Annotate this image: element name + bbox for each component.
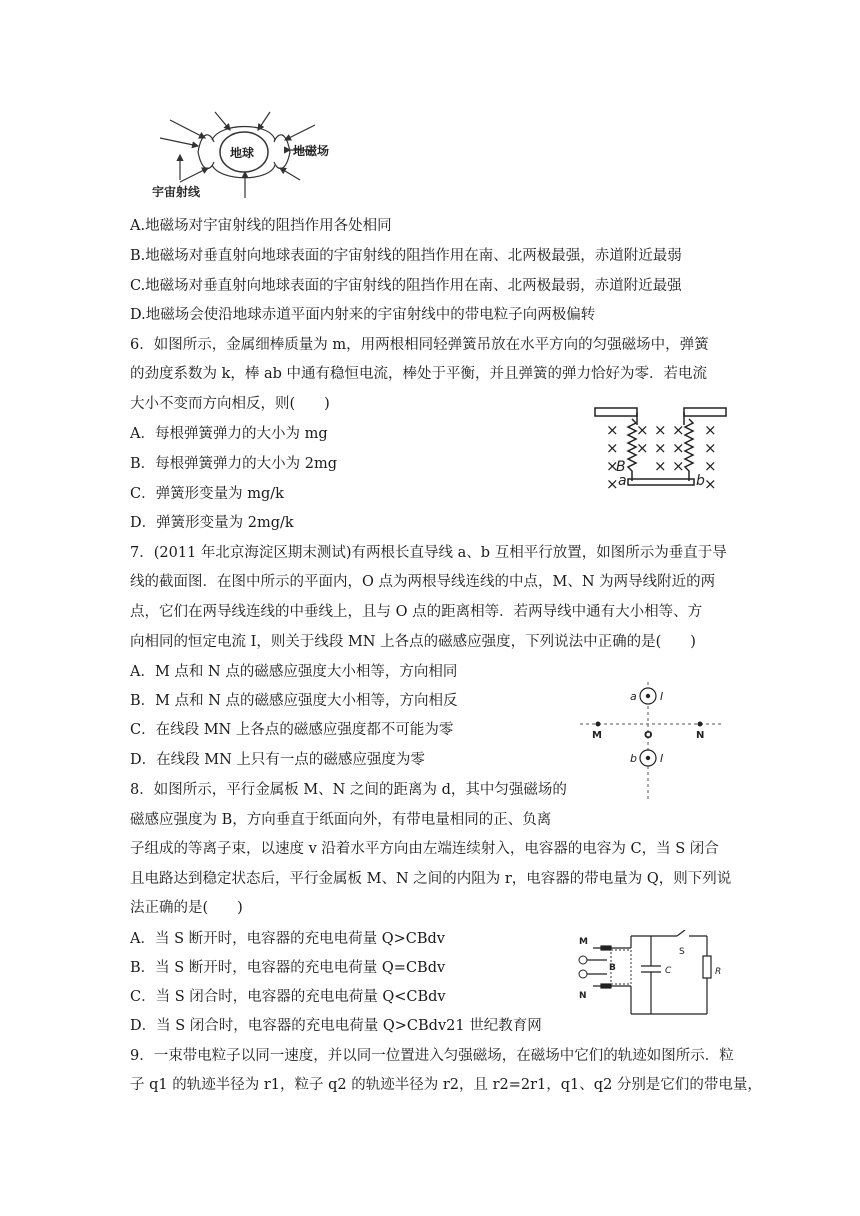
svg-text:×: × — [654, 439, 667, 457]
field-label: 地磁场 — [293, 144, 330, 158]
q7-wire-b-label: b — [630, 752, 637, 765]
q8-stem-line-3: 子组成的等离子束，以速度 v 沿着水平方向由左端连续射入，电容器的电容为 C，当 S 闭合 — [130, 841, 719, 857]
q8-field-b-label: B — [609, 963, 616, 973]
q6-option-d: D．弹簧形变量为 2mg/k — [130, 515, 294, 531]
q5-option-b: B.地磁场对垂直射向地球表面的宇宙射线的阻挡作用在南、北两极最强，赤道附近最弱 — [130, 248, 682, 264]
q7-option-d: D．在线段 MN 上只有一点的磁感应强度为零 — [130, 752, 425, 768]
q6-field-label: B — [616, 459, 626, 475]
q7-wire-a-label: a — [630, 690, 637, 703]
q8-option-d: D．当 S 闭合时，电容器的充电电荷量 Q>CBdv21 世纪教育网 — [130, 1018, 542, 1034]
q6-spring-rod-figure — [592, 405, 732, 497]
q6-option-c: C．弹簧形变量为 mg/k — [130, 486, 284, 502]
q7-stem-line-2: 线的截面图．在图中所示的平面内，O 点为两根导线连线的中点，M、N 为两导线附近的两 — [130, 574, 716, 590]
q7-option-a: A．M 点和 N 点的磁感应强度大小相等，方向相同 — [130, 664, 458, 680]
q5-option-c: C.地磁场对垂直射向地球表面的宇宙射线的阻挡作用在南、北两极最弱，赤道附近最强 — [130, 278, 682, 294]
svg-text:×: × — [636, 439, 649, 457]
svg-text:×: × — [654, 457, 667, 475]
svg-text:×: × — [704, 439, 717, 457]
q7-wires-figure — [578, 680, 726, 805]
q8-option-b: B．当 S 断开时，电容器的充电电荷量 Q=CBdv — [130, 960, 446, 976]
svg-text:×: × — [606, 457, 619, 475]
q8-switch-label: S — [679, 947, 685, 957]
q7-point-n-label: N — [696, 730, 705, 741]
svg-text:×: × — [606, 475, 619, 493]
earth-label: 地球 — [230, 146, 255, 160]
q5-option-a: A.地磁场对宇宙射线的阻挡作用各处相同 — [130, 218, 392, 234]
q8-capacitor-label: C — [665, 966, 672, 976]
svg-text:×: × — [636, 421, 649, 439]
earth-magnetic-field-figure — [150, 110, 350, 205]
q8-option-c: C．当 S 闭合时，电容器的充电电荷量 Q<CBdv — [130, 989, 446, 1005]
q7-option-b: B．M 点和 N 点的磁感应强度大小相等，方向相反 — [130, 693, 458, 709]
q7-stem-line-1: 7．(2011 年北京海淀区期末测试)有两根长直导线 a、b 互相平行放置，如图所示为垂直于导 — [130, 545, 727, 561]
svg-text:×: × — [704, 421, 717, 439]
q8-stem-line-5: 法正确的是( ) — [130, 900, 243, 916]
q6-end-a-label: a — [618, 473, 627, 489]
svg-text:×: × — [672, 457, 685, 475]
q6-stem-line-2: 的劲度系数为 k，棒 ab 中通有稳恒电流，棒处于平衡，并且弹簧的弹力恰好为零．若电流 — [130, 366, 708, 382]
q7-option-c: C．在线段 MN 上各点的磁感应强度都不可能为零 — [130, 722, 454, 738]
svg-text:×: × — [704, 475, 717, 493]
q7-stem-line-3: 点，它们在两导线连线的中垂线上，且与 O 点的距离相等．若两导线中通有大小相等、方 — [130, 604, 703, 620]
svg-text:×: × — [704, 457, 717, 475]
q8-option-a: A．当 S 断开时，电容器的充电电荷量 Q>CBdv — [130, 931, 445, 947]
q6-option-a: A．每根弹簧弹力的大小为 mg — [130, 426, 328, 442]
q5-option-d: D.地磁场会使沿地球赤道平面内射来的宇宙射线中的带电粒子向两极偏转 — [130, 307, 596, 323]
q6-stem-line-3: 大小不变而方向相反，则( ) — [130, 396, 330, 412]
q6-stem-line-1: 6．如图所示，金属细棒质量为 m，用两根相同轻弹簧吊放在水平方向的匀强磁场中，弹簧 — [130, 337, 709, 353]
q8-resistor-label: R — [715, 967, 722, 977]
q7-current-2-label: I — [660, 752, 664, 765]
svg-text:×: × — [654, 421, 667, 439]
q8-circuit-figure — [573, 930, 723, 1022]
q8-stem-line-2: 磁感应强度为 B，方向垂直于纸面向外，有带电量相同的正、负离 — [130, 812, 552, 828]
q8-plate-m-label: M — [579, 937, 588, 947]
q7-stem-line-4: 向相同的恒定电流 I，则关于线段 MN 上各点的磁感应强度，下列说法中正确的是( ) — [130, 634, 696, 650]
svg-text:×: × — [606, 439, 619, 457]
q6-end-b-label: b — [696, 473, 705, 489]
q9-stem-line-1: 9．一束带电粒子以同一速度，并以同一位置进入匀强磁场，在磁场中它们的轨迹如图所示．粒 — [130, 1048, 734, 1064]
svg-text:×: × — [606, 421, 619, 439]
q8-plate-n-label: N — [579, 991, 587, 1001]
q6-option-b: B．每根弹簧弹力的大小为 2mg — [130, 456, 338, 472]
q7-point-o-label: O — [644, 730, 653, 741]
q8-stem-line-4: 且电路达到稳定状态后，平行金属板 M、N 之间的内阻为 r，电容器的带电量为 Q，则下列说 — [130, 871, 732, 887]
q8-stem-line-1: 8．如图所示，平行金属板 M、N 之间的距离为 d，其中匀强磁场的 — [130, 782, 567, 798]
svg-text:×: × — [672, 421, 685, 439]
q9-stem-line-2: 子 q1 的轨迹半径为 r1，粒子 q2 的轨迹半径为 r2，且 r2=2r1，q1、q2 分别是它们的带电量， — [130, 1077, 762, 1093]
q7-current-1-label: I — [660, 690, 664, 703]
svg-text:×: × — [672, 439, 685, 457]
cosmic-ray-label: 宇宙射线 — [152, 185, 201, 199]
q7-point-m-label: M — [592, 730, 602, 741]
